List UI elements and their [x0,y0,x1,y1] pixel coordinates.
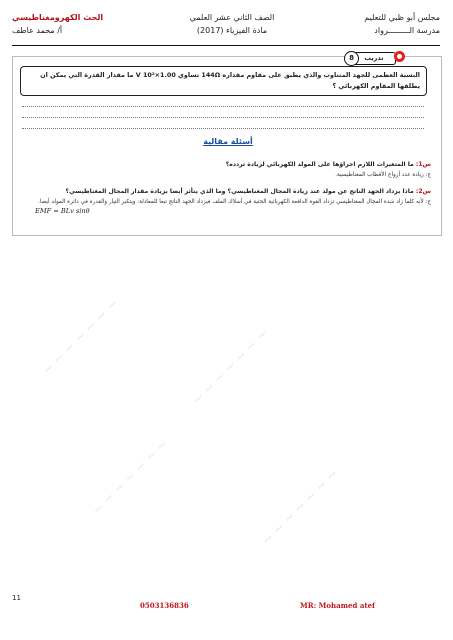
answer-text: ج: زيادة عدد أزواج الأقطاب المغناطيسية. [335,172,431,178]
qa-item [27,160,431,180]
exercise-question: النسبة العظمى للجهد المتناوب والذي يطبق على مقاوم مقداره 144Ω تساوي 1.00×10² V ما مقدار القدرة التي يمكن ان يطلقها المقاوم الكهربائي ؟ [40,71,420,90]
answer-line [22,117,424,118]
page-header [12,11,440,45]
question-text: ما المتغيرات اللازم اجراؤها على المولد الكهربائي لزيادة تردده؟ [225,161,414,168]
qa-item [27,187,431,207]
answer-line [22,106,424,107]
header-teacher: أ/ محمد عاطف [12,26,63,35]
footer-author: MR: Mohamed atef [300,601,376,610]
header-topic-info [12,11,142,37]
watermark: ~ ~ ~ ~ ~ ~ ~ [39,296,122,379]
emf-formula: EMF = BLv sinθ [35,207,90,215]
header-school: مدرسة الـــــــــرواد [374,26,440,35]
footer-phone: 0503136836 [140,601,189,610]
exercise-bullet-icon [394,51,405,62]
exercise-tag-label: تدريب [364,54,384,62]
header-council: مجلس أبو ظبي للتعليم [364,13,440,22]
header-course-info [162,11,302,37]
section-title: أسئلة مقالية [203,137,253,146]
header-school-info [300,11,440,37]
watermark: ~ ~ ~ ~ ~ ~ ~ [89,436,172,519]
header-divider [12,45,440,46]
header-topic: الحث الكهرومغناطيسي [12,13,104,22]
question-text: ماذا يزداد الجهد الناتج عن مولد عند زيادة المجال المغناطيسي؟ وما الذي يتأثر أيضا بزيادة مقدار المجال المغناطيسي؟ [65,188,414,195]
question-label: س2: [415,188,431,195]
page-number: 11 [12,594,21,602]
watermark: ~ ~ ~ ~ ~ ~ ~ [189,326,272,409]
header-grade: الصف الثاني عشر العلمي [189,13,275,22]
header-subject: مادة الفيزياء (2017) [196,26,268,35]
exercise-question-box [20,66,427,96]
exercise-number: 8 [344,51,359,66]
watermark: ~ ~ ~ ~ ~ ~ ~ [259,466,342,549]
answer-line [22,128,424,129]
question-label: س1: [415,161,431,168]
answer-text: ج: لأنه كلما زاد شدة المجال المغناطيسي تزداد القوة الدافعة الكهربائية الحثية في أسلاك الملف فيزداد الجهد الناتج تبعا للمعادلة: ويتكبر التيار والقدرة في دائرة المولد أيضا. [38,199,431,205]
exercise-tag [349,52,396,65]
